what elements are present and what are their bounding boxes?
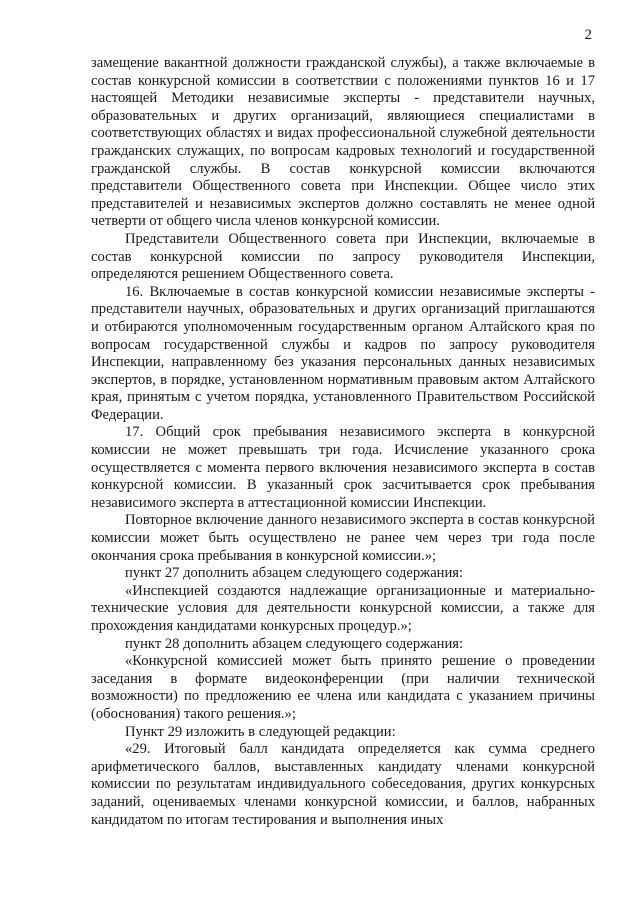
paragraph-amend-29: Пункт 29 изложить в следующей редакции: xyxy=(125,723,396,740)
document-body xyxy=(91,55,595,829)
paragraph-16: 16. Включаемые в состав конкурсной комиссии независимые эксперты - представители научных, образовательных и других организаций приглашаются и отбираются уполномоченным государственным органом Алтайского края по вопросам государственной службы и кадров по запросу руководителя Инспекции, направленному без указания персональных данных независимых экспертов, в порядке, установленном нормативным правовым актом Алтайского края, принятым с учетом порядка, установленного Правительством Российской Федерации. xyxy=(91,283,595,423)
paragraph-27-text: «Инспекцией создаются надлежащие организационные и материально-технические условия для деятельности конкурсной комиссии, а также для прохождения кандидатами конкурсных процедур.»; xyxy=(91,582,595,634)
paragraph-amend-27: пункт 27 дополнить абзацем следующего содержания: xyxy=(125,565,464,582)
paragraph-29-text: «29. Итоговый балл кандидата определяется как сумма среднего арифметического баллов, выставленных кандидату членами конкурсной комиссии по результатам индивидуального собеседования, других конкурсных заданий, оцениваемых членами конкурсной комиссии, и баллов, набранных кандидатом по итогам тестирования и выполнения иных xyxy=(91,741,595,828)
paragraph-repeat-inclusion: Повторное включение данного независимого эксперта в состав конкурсной комиссии может быть осуществлено не ранее чем через три года после окончания срока пребывания в конкурсной комиссии.»; xyxy=(91,512,595,564)
page-number: 2 xyxy=(584,27,592,43)
paragraph-17: 17. Общий срок пребывания независимого эксперта в конкурсной комиссии не может превышать три года. Исчисление указанного срока осуществляется с момента первого включения независимого эксперта в состав конкурсной комиссии. В указанный срок засчитывается срок пребывания независимого эксперта в аттестационной комиссии Инспекции. xyxy=(91,424,595,511)
paragraph-15-continuation: замещение вакантной должности гражданской службы), а также включаемые в состав конкурсной комиссии в соответствии с положениями пунктов 16 и 17 настоящей Методики независимые эксперты - представители научных, образовательных и других организаций, являющиеся специалистами в соответствующих областях и видах профессиональной служебной деятельности гражданских служащих, по вопросам кадровых технологий и государственной гражданской службы. В состав конкурсной комиссии включаются представители Общественного совета при Инспекции. Общее число этих представителей и независимых экспертов должно составлять не менее одной четверти от общего числа членов конкурсной комиссии. xyxy=(91,55,595,230)
paragraph-public-council: Представители Общественного совета при Инспекции, включаемые в состав конкурсной комиссии по запросу руководителя Инспекции, определяются решением Общественного совета. xyxy=(91,230,595,283)
paragraph-amend-28: пункт 28 дополнить абзацем следующего содержания: xyxy=(125,635,464,652)
paragraph-28-text: «Конкурсной комиссией может быть принято решение о проведении заседания в формате видеоконференции (при наличии технической возможности) по предложению ее члена или кандидата с указанием причины (обоснования) такого решения.»; xyxy=(91,653,595,722)
